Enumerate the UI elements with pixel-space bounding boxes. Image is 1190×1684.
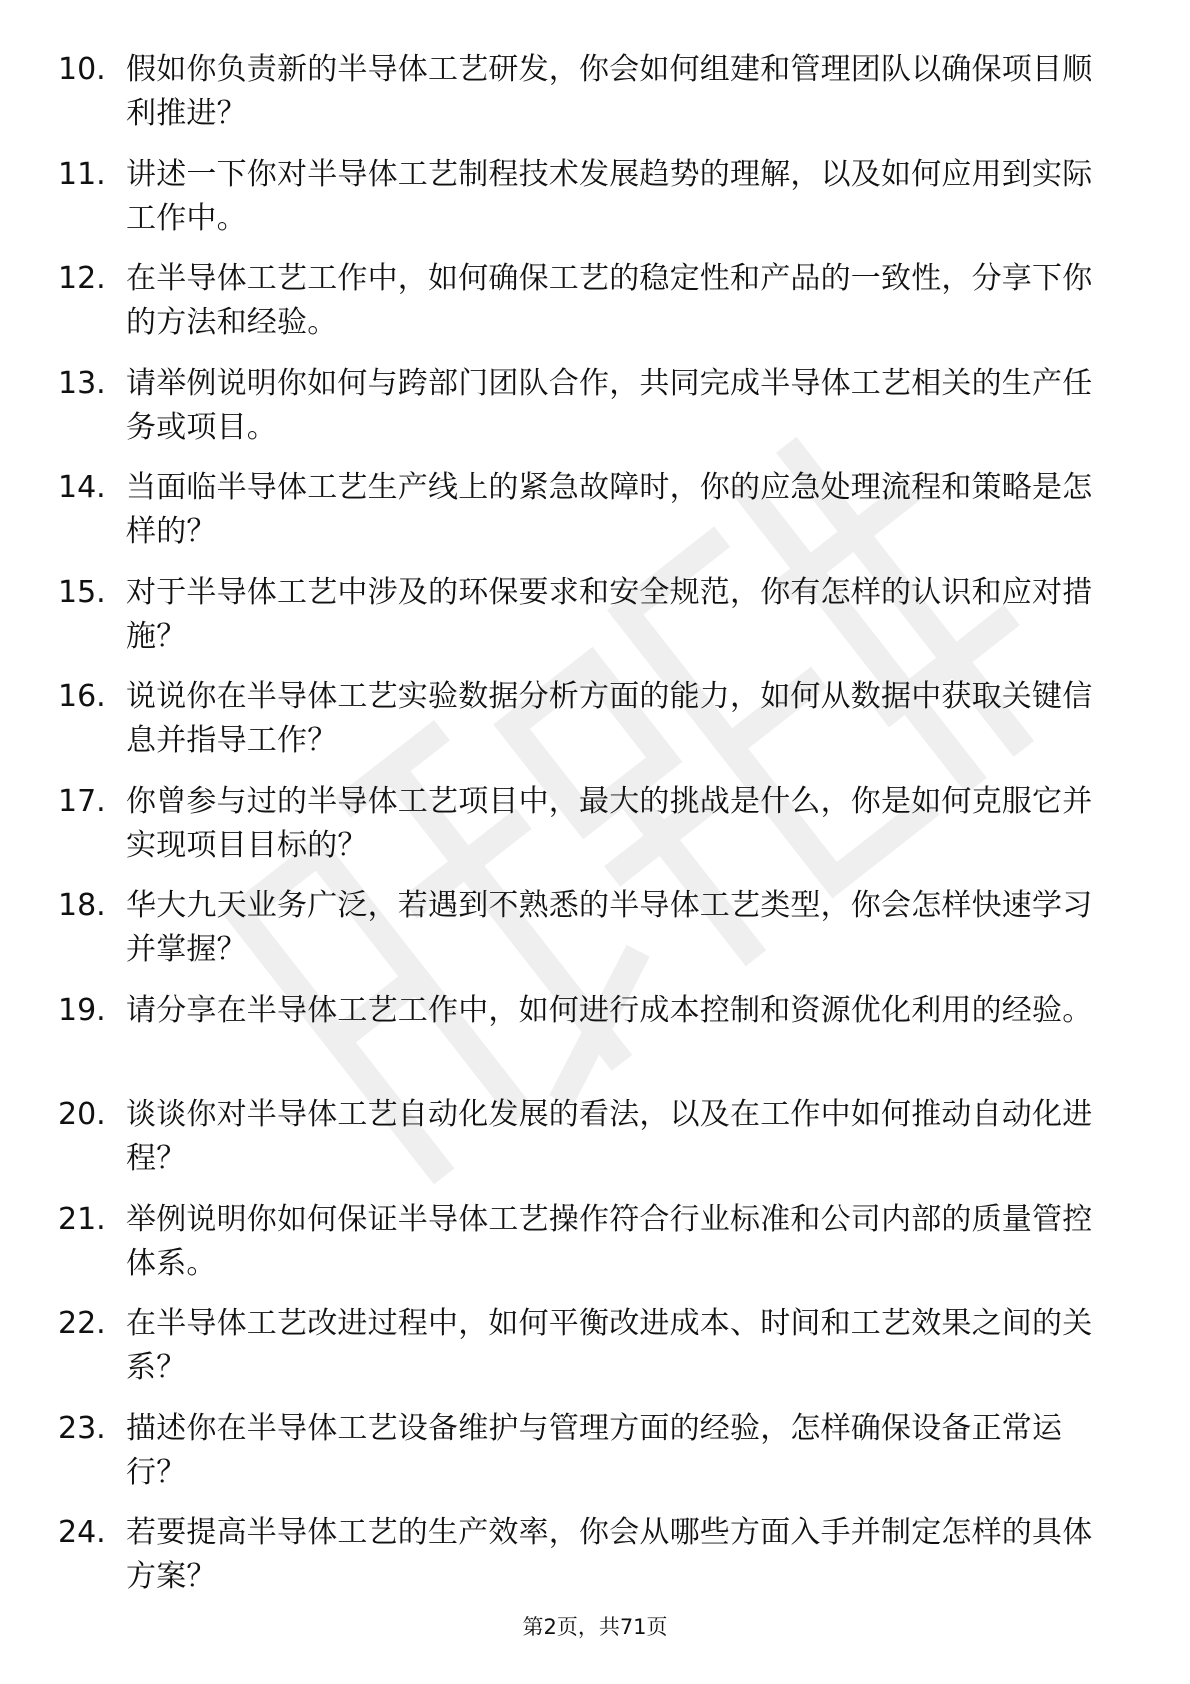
- question-text: 华大九天业务广泛，若遇到不熟悉的半导体工艺类型，你会怎样快速学习并掌握？: [126, 888, 1093, 967]
- question-text: 当面临半导体工艺生产线上的紧急故障时，你的应急处理流程和策略是怎样的？: [126, 470, 1093, 549]
- question-number: 17.: [58, 783, 106, 819]
- question-text: 在半导体工艺工作中，如何确保工艺的稳定性和产品的一致性，分享下你的方法和经验。: [126, 261, 1093, 340]
- question-text: 请举例说明你如何与跨部门团队合作，共同完成半导体工艺相关的生产任务或项目。: [126, 365, 1093, 445]
- question-number: 24.: [58, 1515, 106, 1550]
- question-number: 10.: [58, 52, 106, 87]
- question-number: 13.: [58, 365, 106, 401]
- question-text: 对于半导体工艺中涉及的环保要求和安全规范，你有怎样的认识和应对措施？: [126, 574, 1093, 654]
- question-number: 18.: [58, 888, 106, 923]
- question-text: 举例说明你如何保证半导体工艺操作符合行业标准和公司内部的质量管控体系。: [126, 1201, 1093, 1281]
- question-text: 讲述一下你对半导体工艺制程技术发展趋势的理解，以及如何应用到实际工作中。: [126, 156, 1093, 236]
- question-item: [58, 362, 1118, 467]
- question-number: 22.: [58, 1306, 106, 1341]
- question-item: [58, 1198, 1118, 1303]
- question-item: [58, 571, 1118, 676]
- question-number: 12.: [58, 261, 106, 296]
- question-number: 21.: [58, 1201, 106, 1237]
- question-item: [58, 1407, 1118, 1512]
- page-number-footer: 第2页，共71页: [522, 1615, 668, 1639]
- question-text: 请分享在半导体工艺工作中，如何进行成本控制和资源优化利用的经验。: [126, 992, 1093, 1028]
- question-item: [58, 48, 1118, 153]
- question-text: 在半导体工艺改进过程中，如何平衡改进成本、时间和工艺效果之间的关系？: [126, 1306, 1093, 1385]
- question-item: [58, 1302, 1118, 1407]
- question-list: [58, 48, 1118, 1616]
- question-item: [58, 1093, 1118, 1198]
- question-number: 16.: [58, 679, 106, 714]
- question-text: 若要提高半导体工艺的生产效率，你会从哪些方面入手并制定怎样的具体方案？: [126, 1515, 1093, 1594]
- question-text: 描述你在半导体工艺设备维护与管理方面的经验，怎样确保设备正常运行？: [126, 1410, 1063, 1490]
- question-number: 11.: [58, 156, 106, 192]
- question-item: [58, 675, 1118, 780]
- question-item: [58, 989, 1118, 1094]
- question-number: 14.: [58, 470, 106, 505]
- question-item: [58, 466, 1118, 571]
- question-text: 假如你负责新的半导体工艺研发，你会如何组建和管理团队以确保项目顺利推进？: [126, 52, 1093, 131]
- question-text: 谈谈你对半导体工艺自动化发展的看法，以及在工作中如何推动自动化进程？: [126, 1097, 1093, 1176]
- question-item: [58, 1511, 1118, 1616]
- question-item: [58, 153, 1118, 258]
- question-item: [58, 257, 1118, 362]
- question-text: 说说你在半导体工艺实验数据分析方面的能力，如何从数据中获取关键信息并指导工作？: [126, 679, 1093, 758]
- question-item: [58, 780, 1118, 885]
- question-number: 19.: [58, 992, 106, 1028]
- question-text: 你曾参与过的半导体工艺项目中，最大的挑战是什么，你是如何克服它并实现项目目标的？: [126, 783, 1093, 863]
- question-number: 15.: [58, 574, 106, 610]
- question-item: [58, 884, 1118, 989]
- question-number: 20.: [58, 1097, 106, 1132]
- question-number: 23.: [58, 1410, 106, 1446]
